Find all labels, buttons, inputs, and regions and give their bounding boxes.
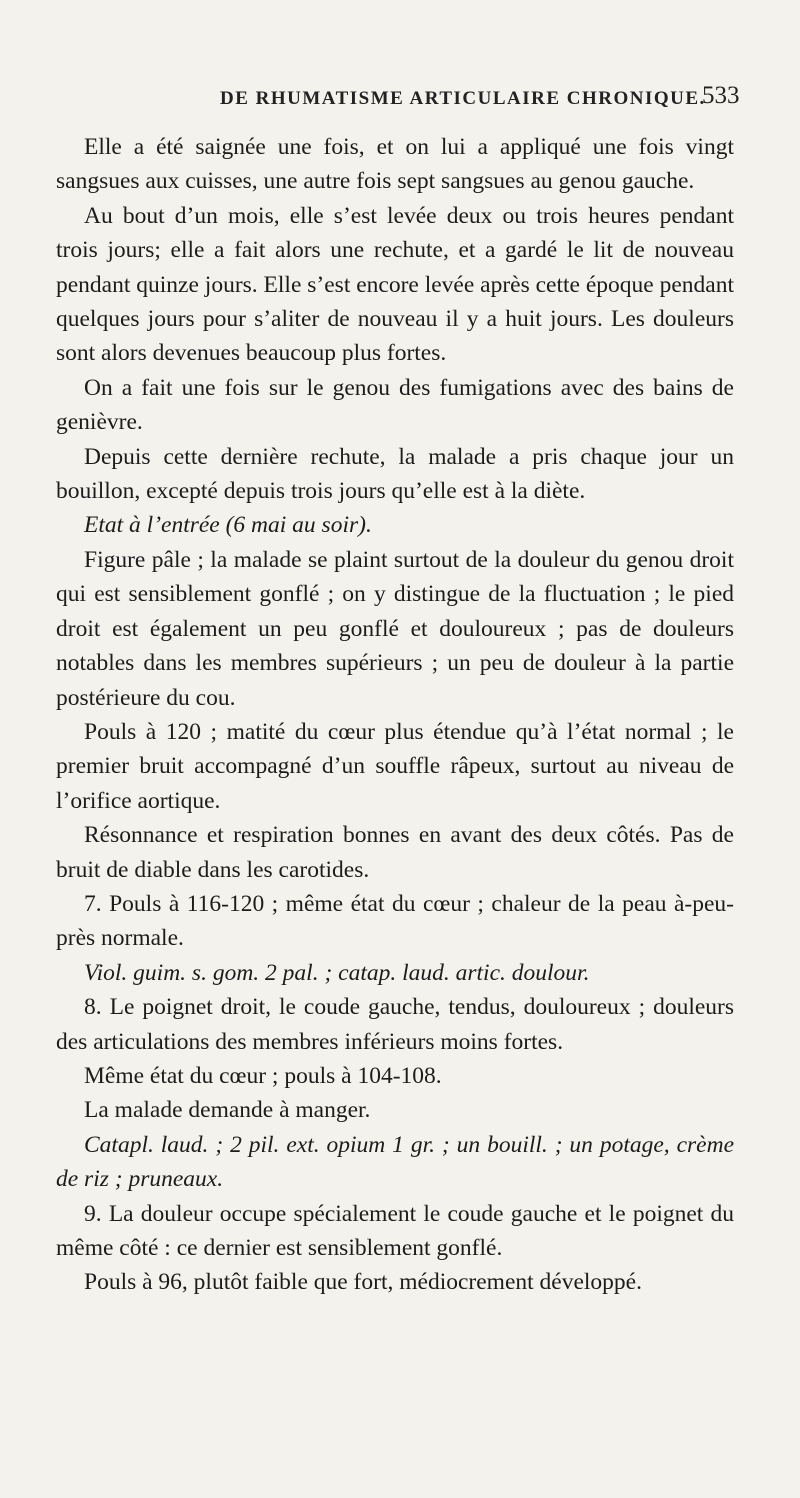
page-number: 533 <box>702 82 740 109</box>
paragraph-symptoms: Figure pâle ; la malade se plaint surtout de la douleur du genou droit qui est sensiblement gonflé ; on y distingue de la fluctuation ; le pied droit est également un peu gonflé et douloureux ; pas de douleurs notables dans les membres supérieurs ; un peu de douleur à la partie postérieure du cou. <box>56 546 734 711</box>
body-text <box>56 130 734 1300</box>
paragraph-heart-pulse-day-8: Même état du cœur ; pouls à 104-108. <box>84 1062 442 1089</box>
paragraph-pulse-day-9: Pouls à 96, plutôt faible que fort, médiocrement développé. <box>84 1269 642 1296</box>
paragraph-fumigations: On a fait une fois sur le genou des fumigations avec des bains de genièvre. <box>56 374 734 436</box>
section-heading-admission: Etat à l’entrée (6 mai au soir). <box>84 512 372 539</box>
prescription-day-7: Viol. guim. s. gom. 2 pal. ; catap. laud. artic. doulour. <box>84 959 590 986</box>
paragraph-day-9: 9. La douleur occupe spécialement le coude gauche et le poignet du même côté : ce dernier est sensiblement gonflé. <box>56 1200 734 1261</box>
paragraph-bleeding: Elle a été saignée une fois, et on lui a appliqué une fois vingt sangsues aux cuisses, une autre fois sept sangsues au genou gauche. <box>56 134 734 195</box>
paragraph-day-8: 8. Le poignet droit, le coude gauche, tendus, douloureux ; douleurs des articulations des membres inférieurs moins fortes. <box>56 994 734 1055</box>
paragraph-diet: Depuis cette dernière rechute, la malade a pris chaque jour un bouillon, excepté depuis trois jours qu’elle est à la diète. <box>56 443 734 505</box>
paragraph-relapse: Au bout d’un mois, elle s’est levée deux ou trois heures pendant trois jours; elle a fait alors une rechute, et a gardé le lit de nouveau pendant quinze jours. Elle s’est encore levée après cette époque pendant quelques jours pour s’aliter de nouveau il y a huit jours. Les douleurs sont alors devenues beaucoup plus fortes. <box>56 202 734 367</box>
running-title: DE RHUMATISME ARTICULAIRE CHRONIQUE. <box>220 88 706 109</box>
paragraph-day-7: 7. Pouls à 116-120 ; même état du cœur ; chaleur de la peau à-peu-près normale. <box>56 890 734 952</box>
paragraph-pulse-heart: Pouls à 120 ; matité du cœur plus étendue qu’à l’état normal ; le premier bruit accompagné d’un souffle râpeux, surtout au niveau de l’orifice aortique. <box>56 718 734 814</box>
paragraph-hunger: La malade demande à manger. <box>84 1097 371 1124</box>
paragraph-respiration: Résonnance et respiration bonnes en avant des deux côtés. Pas de bruit de diable dans les carotides. <box>56 822 734 883</box>
prescription-day-8: Catapl. laud. ; 2 pil. ext. opium 1 gr. ; un bouill. ; un potage, crème de riz ; pruneaux. <box>56 1131 734 1193</box>
